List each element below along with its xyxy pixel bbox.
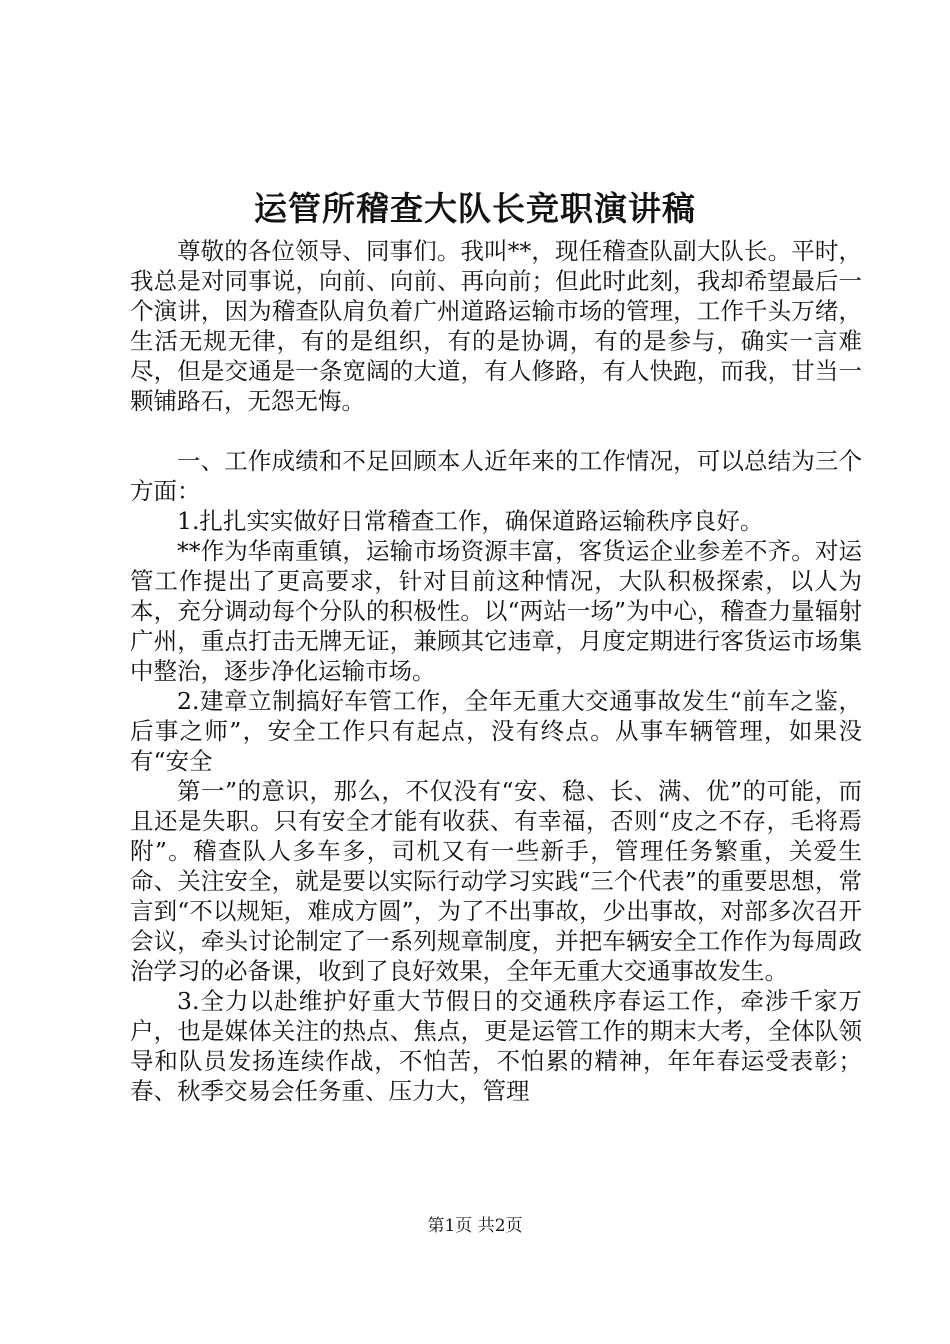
- paragraph-item-2-body: 第一”的意识，那么，不仅没有“安、稳、长、满、优”的可能，而且还是失职。只有安全才能有收获、有幸福，否则“皮之不存，毛将焉附”。稽查队人多车多，司机又有一些新手，管理任务繁重，关爱生命、关注安全，就是要以实际行动学习实践“三个代表”的重要思想，常言到“不以规矩，难成方圆”，为了不出事故，少出事故，对部多次召开会议，牵头讨论制定了一系列规章制度，并把车辆安全工作作为每周政治学习的必备课，收到了良好效果，全年无重大交通事故发生。: [130, 777, 862, 985]
- document-title: 运管所稽查大队长竞职演讲稿: [254, 189, 696, 228]
- document-body: [130, 236, 862, 1106]
- paragraph-item-3: 3.全力以赴维护好重大节假日的交通秩序春运工作，牵涉千家万户，也是媒体关注的热点、焦点，更是运管工作的期末大考，全体队领导和队员发扬连续作战，不怕苦，不怕累的精神，年年春运受表彰；春、秋季交易会任务重、压力大，管理: [130, 987, 862, 1105]
- paragraph-item-2: 2.建章立制搞好车管工作，全年无重大交通事故发生“前车之鉴，后事之师”，安全工作只有起点，没有终点。从事车辆管理，如果没有“安全: [130, 687, 862, 775]
- page-number-footer: 第1页 共2页: [427, 1216, 523, 1236]
- paragraph-intro: 尊敬的各位领导、同事们。我叫**，现任稽查队副大队长。平时，我总是对同事说，向前、向前、再向前；但此时此刻，我却希望最后一个演讲，因为稽查队肩负着广州道路运输市场的管理，工作千头万绪，生活无规无律，有的是组织，有的是协调，有的是参与，确实一言难尽，但是交通是一条宽阔的大道，有人修路，有人快跑，而我，甘当一颗铺路石，无怨无悔。: [130, 237, 862, 415]
- paragraph-item-1-body: **作为华南重镇，运输市场资源丰富，客货运企业参差不齐。对运管工作提出了更高要求，针对目前这种情况，大队积极探索，以人为本，充分调动每个分队的积极性。以“两站一场”为中心，稽查力量辐射广州，重点打击无牌无证，兼顾其它违章，月度定期进行客货运市场集中整治，逐步净化运输市场。: [130, 537, 862, 685]
- paragraph-section-heading: 一、工作成绩和不足回顾本人近年来的工作情况，可以总结为三个方面：: [130, 447, 862, 505]
- paragraph-item-1: 1.扎扎实实做好日常稽查工作，确保道路运输秩序良好。: [177, 507, 764, 535]
- paragraph-gap: [130, 416, 862, 446]
